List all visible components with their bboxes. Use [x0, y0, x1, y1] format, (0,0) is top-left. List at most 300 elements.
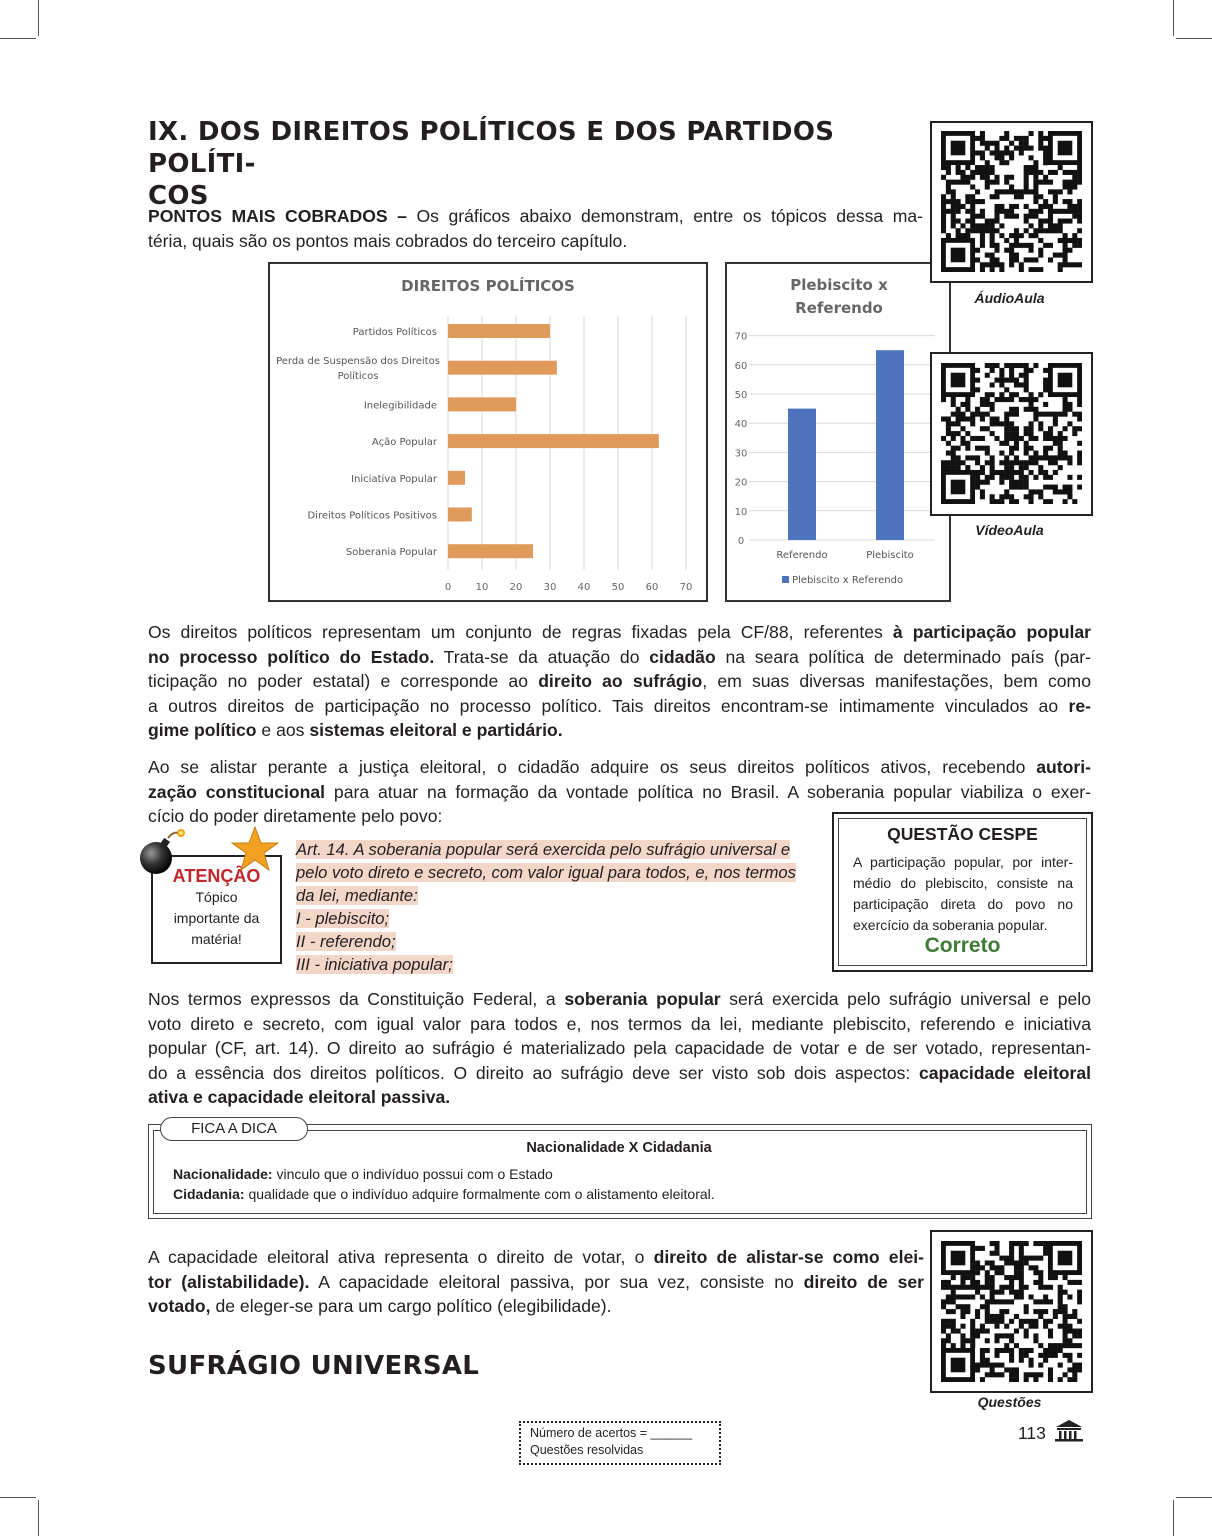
qr-module — [990, 194, 995, 199]
x-category-label: Plebiscito — [866, 550, 914, 561]
text-run-bold: direito de alistar-se como elei- — [653, 1247, 924, 1267]
qr-module — [994, 209, 999, 214]
qr-module — [975, 1314, 980, 1319]
qr-module — [999, 368, 1004, 373]
text-run-bold: tor (alistabilidade). — [148, 1271, 310, 1292]
qr-module — [946, 451, 951, 456]
cespe-title: QUESTÃO CESPE — [887, 824, 1038, 844]
qr-module — [960, 1304, 965, 1309]
qr-module — [975, 1329, 980, 1334]
qr-module — [1014, 1329, 1019, 1334]
qr-module — [999, 378, 1004, 383]
qr-module — [1043, 1324, 1048, 1329]
article-quote — [296, 838, 821, 976]
horizontal-bar-chart — [270, 264, 706, 600]
qr-module — [1019, 382, 1024, 387]
qr-module — [1004, 431, 1009, 436]
qr-module — [1014, 436, 1019, 441]
qr-module — [999, 451, 1004, 456]
qr-module — [1077, 1363, 1082, 1368]
qr-module — [994, 204, 999, 209]
qr-module — [951, 194, 956, 199]
qr-module — [1058, 1343, 1063, 1348]
qr-module — [1033, 451, 1038, 456]
qr-module — [1014, 480, 1019, 485]
qr-module — [951, 204, 956, 209]
qr-module — [951, 455, 956, 460]
qr-module — [999, 441, 1004, 446]
qr-module — [1077, 1290, 1082, 1295]
qr-module — [1058, 1377, 1063, 1382]
qr-module — [1048, 455, 1053, 460]
qr-module — [1019, 243, 1024, 248]
qr-module — [1033, 1377, 1038, 1382]
qr-module — [994, 189, 999, 194]
qr-module — [980, 233, 985, 238]
qr-module — [1024, 219, 1029, 224]
qr-module — [1043, 160, 1048, 165]
text-run: Nos termos expressos da Constituição Federal, a — [148, 989, 565, 1009]
qr-module — [1009, 1319, 1014, 1324]
qr-code-questions[interactable] — [930, 1230, 1093, 1393]
bar — [788, 409, 816, 540]
qr-module — [951, 180, 956, 185]
text-run-bold: sistemas eleitoral e partidário. — [309, 720, 563, 741]
attention-line: Tópico — [195, 889, 238, 905]
qr-module — [990, 170, 995, 175]
qr-module — [980, 1363, 985, 1368]
qr-module — [941, 223, 946, 228]
crop-mark — [0, 1497, 36, 1498]
qr-module — [1024, 397, 1029, 402]
qr-module — [980, 155, 985, 160]
bar — [448, 324, 550, 338]
qr-module — [1014, 470, 1019, 475]
qr-module — [999, 1348, 1004, 1353]
qr-module — [946, 1309, 951, 1314]
qr-module — [941, 228, 946, 233]
x-tick-label: 50 — [611, 582, 625, 593]
qr-module — [1072, 214, 1077, 219]
qr-module — [990, 1299, 995, 1304]
qr-module — [994, 1265, 999, 1270]
qr-module — [1029, 1372, 1034, 1377]
qr-module — [1029, 431, 1034, 436]
x-tick-label: 30 — [543, 582, 557, 593]
qr-module — [1009, 248, 1014, 253]
qr-module — [1038, 1343, 1043, 1348]
chart-plebiscito-referendo — [725, 262, 951, 602]
article-line: III - iniciativa popular; — [296, 955, 453, 974]
qr-module — [1048, 1372, 1053, 1377]
article-line: I - plebiscito; — [296, 909, 390, 928]
qr-module — [1072, 238, 1077, 243]
qr-module — [960, 1285, 965, 1290]
qr-module — [1029, 1319, 1034, 1324]
qr-module — [994, 363, 999, 368]
y-tick-label: 70 — [734, 331, 748, 343]
qr-module — [1043, 146, 1048, 151]
qr-module — [985, 165, 990, 170]
qr-module — [1063, 1353, 1068, 1358]
qr-module — [990, 460, 995, 465]
qr-module — [1038, 1256, 1043, 1261]
qr-module — [1033, 1338, 1038, 1343]
qr-module — [1029, 402, 1034, 407]
qr-module — [980, 465, 985, 470]
qr-module — [956, 199, 961, 204]
qr-module — [1048, 1285, 1053, 1290]
qr-module — [985, 373, 990, 378]
qr-module — [990, 243, 995, 248]
qr-module — [1058, 436, 1063, 441]
qr-module — [946, 1294, 951, 1299]
qr-module — [1043, 155, 1048, 160]
qr-module — [1024, 480, 1029, 485]
qr-module — [960, 175, 965, 180]
qr-module — [1024, 446, 1029, 451]
book-icon — [1053, 1418, 1085, 1444]
bar — [448, 397, 516, 411]
qr-module — [1009, 460, 1014, 465]
qr-code-video[interactable] — [930, 352, 1093, 516]
qr-module — [970, 1324, 975, 1329]
qr-module — [1077, 1294, 1082, 1299]
qr-module — [1029, 1348, 1034, 1353]
qr-module — [1024, 1377, 1029, 1382]
qr-module — [990, 267, 995, 272]
qr-module — [1038, 223, 1043, 228]
text-run-bold: cidadão — [649, 646, 716, 667]
qr-module — [941, 199, 946, 204]
qr-module — [1077, 1280, 1082, 1285]
qr-module — [1009, 262, 1014, 267]
qr-module — [965, 397, 970, 402]
paragraph-direitos-politicos — [148, 620, 1091, 743]
qr-module — [1058, 165, 1063, 170]
qr-module — [951, 1275, 956, 1280]
qr-module — [1009, 150, 1014, 155]
y-tick-label: 30 — [734, 448, 748, 460]
attention-title: ATENÇÃO — [172, 866, 261, 886]
qr-module — [1072, 1314, 1077, 1319]
qr-module — [946, 180, 951, 185]
bar — [876, 350, 904, 540]
qr-module — [1053, 455, 1058, 460]
qr-module — [965, 1285, 970, 1290]
qr-module — [1077, 460, 1082, 465]
qr-module — [1048, 1353, 1053, 1358]
qr-module — [1038, 494, 1043, 499]
qr-module — [999, 1299, 1004, 1304]
qr-module — [1038, 194, 1043, 199]
qr-module — [956, 180, 961, 185]
star-icon — [230, 826, 280, 872]
qr-module — [1004, 1348, 1009, 1353]
qr-code-icon — [941, 363, 1082, 504]
qr-module — [985, 363, 990, 368]
qr-module — [999, 150, 1004, 155]
qr-module — [960, 402, 965, 407]
qr-module — [1063, 1319, 1068, 1324]
qr-module — [1053, 412, 1058, 417]
qr-module — [999, 421, 1004, 426]
qr-module — [990, 238, 995, 243]
qr-module — [965, 199, 970, 204]
qr-module — [1053, 1275, 1058, 1280]
text-run-bold: votado, — [148, 1296, 211, 1317]
qr-module — [1043, 1241, 1048, 1246]
qr-module — [946, 209, 951, 214]
qr-module — [980, 1304, 985, 1309]
qr-module — [1038, 253, 1043, 258]
qr-module — [970, 223, 975, 228]
qr-module — [1053, 441, 1058, 446]
qr-module — [1029, 489, 1034, 494]
qr-module — [1009, 209, 1014, 214]
qr-module — [1019, 262, 1024, 267]
qr-module — [1009, 233, 1014, 238]
qr-module — [1048, 209, 1053, 214]
qr-module — [980, 214, 985, 219]
qr-module — [1019, 397, 1024, 402]
qr-module — [1024, 165, 1029, 170]
qr-module — [1067, 180, 1072, 185]
qr-module — [1058, 223, 1063, 228]
qr-module — [1072, 175, 1077, 180]
qr-module — [990, 1367, 995, 1372]
qr-module — [1058, 1285, 1063, 1290]
qr-module — [970, 1285, 975, 1290]
qr-module — [994, 155, 999, 160]
qr-module — [960, 460, 965, 465]
qr-module — [980, 223, 985, 228]
qr-module — [1019, 1285, 1024, 1290]
qr-module — [1063, 1314, 1068, 1319]
qr-module — [1077, 416, 1082, 421]
qr-code-audio[interactable] — [930, 121, 1093, 283]
qr-module — [1033, 1319, 1038, 1324]
qr-module — [1058, 1299, 1063, 1304]
qr-module — [985, 1314, 990, 1319]
qr-module — [994, 257, 999, 262]
qr-module — [1014, 1290, 1019, 1295]
qr-module — [1053, 470, 1058, 475]
qr-module — [1077, 1353, 1082, 1358]
qr-module — [1024, 1256, 1029, 1261]
qr-module — [1019, 1270, 1024, 1275]
qr-module — [994, 214, 999, 219]
paragraph-capacidade — [148, 1245, 924, 1319]
qr-module — [1038, 1372, 1043, 1377]
qr-module — [1077, 1343, 1082, 1348]
qr-module — [1029, 233, 1034, 238]
qr-module — [1009, 175, 1014, 180]
bomb-icon — [136, 826, 196, 876]
text-run: a outros direitos de participação no processo político. Tais direitos encontram-se intimamente vinculados ao — [148, 695, 1069, 716]
qr-module — [951, 451, 956, 456]
qr-module — [1063, 248, 1068, 253]
qr-module — [980, 243, 985, 248]
qr-finder — [951, 1358, 966, 1373]
qr-module — [1038, 421, 1043, 426]
paragraph-soberania — [148, 987, 1091, 1110]
qr-module — [1038, 228, 1043, 233]
qr-module — [1029, 248, 1034, 253]
qr-module — [946, 460, 951, 465]
qr-module — [970, 455, 975, 460]
qr-module — [990, 1372, 995, 1377]
qr-module — [999, 160, 1004, 165]
qr-module — [946, 189, 951, 194]
qr-module — [1043, 199, 1048, 204]
qr-module — [1004, 214, 1009, 219]
qr-module — [980, 416, 985, 421]
section-heading — [148, 116, 918, 212]
qr-module — [990, 1241, 995, 1246]
qr-module — [1038, 267, 1043, 272]
qr-module — [941, 175, 946, 180]
qr-module — [990, 262, 995, 267]
qr-module — [1009, 1241, 1014, 1246]
qr-module — [1009, 499, 1014, 504]
qr-module — [1029, 155, 1034, 160]
qr-module — [975, 475, 980, 480]
qr-module — [1038, 238, 1043, 243]
qr-module — [1033, 160, 1038, 165]
qr-module — [980, 209, 985, 214]
qr-module — [1063, 184, 1068, 189]
qr-module — [1009, 363, 1014, 368]
qr-module — [1038, 1270, 1043, 1275]
qr-module — [1014, 1260, 1019, 1265]
qr-module — [1014, 146, 1019, 151]
qr-module — [1043, 1319, 1048, 1324]
qr-module — [1043, 228, 1048, 233]
qr-module — [1077, 1299, 1082, 1304]
qr-module — [1019, 1294, 1024, 1299]
cespe-question-box — [832, 812, 1093, 972]
qr-module — [990, 402, 995, 407]
qr-module — [1063, 1333, 1068, 1338]
qr-module — [1004, 1343, 1009, 1348]
qr-module — [1048, 499, 1053, 504]
qr-module — [1033, 1256, 1038, 1261]
qr-module — [1058, 253, 1063, 258]
qr-module — [975, 407, 980, 412]
qr-module — [1072, 180, 1077, 185]
qr-module — [956, 455, 961, 460]
qr-module — [975, 228, 980, 233]
qr-module — [970, 421, 975, 426]
qr-module — [994, 470, 999, 475]
qr-module — [1019, 1319, 1024, 1324]
qr-module — [980, 494, 985, 499]
y-tick-label: 20 — [734, 477, 748, 489]
y-category-label: Partidos Políticos — [352, 327, 437, 338]
qr-module — [1058, 451, 1063, 456]
qr-module — [1004, 146, 1009, 151]
qr-module — [999, 397, 1004, 402]
qr-module — [999, 480, 1004, 485]
qr-module — [1014, 136, 1019, 141]
qr-module — [980, 489, 985, 494]
qr-module — [960, 1275, 965, 1280]
qr-module — [1009, 470, 1014, 475]
qr-module — [1029, 209, 1034, 214]
qr-module — [1048, 426, 1053, 431]
qr-module — [956, 416, 961, 421]
qr-module — [1024, 170, 1029, 175]
qr-module — [990, 180, 995, 185]
qr-module — [1029, 243, 1034, 248]
y-category-label: Perda de Suspensão dos Direitos — [276, 356, 440, 368]
qr-module — [1072, 1343, 1077, 1348]
qr-module — [1043, 136, 1048, 141]
y-category-label: Inelegibilidade — [363, 400, 437, 412]
qr-module — [1048, 475, 1053, 480]
qr-module — [951, 1329, 956, 1334]
intro-text-line-2: téria, quais são os pontos mais cobrados do terceiro capítulo. — [148, 230, 628, 251]
qr-module — [956, 233, 961, 238]
qr-module — [1029, 267, 1034, 272]
qr-module — [990, 219, 995, 224]
qr-module — [980, 1285, 985, 1290]
qr-module — [1004, 416, 1009, 421]
qr-module — [1067, 1353, 1072, 1358]
qr-module — [1048, 1377, 1053, 1382]
qr-module — [1043, 175, 1048, 180]
qr-module — [980, 150, 985, 155]
qr-module — [985, 397, 990, 402]
text-run-bold: zação constitucional — [148, 781, 326, 802]
qr-module — [994, 243, 999, 248]
qr-module — [1033, 460, 1038, 465]
counter-line: Questões resolvidas — [530, 1443, 644, 1457]
qr-module — [1063, 1329, 1068, 1334]
qr-module — [1053, 170, 1058, 175]
qr-module — [1009, 368, 1014, 373]
qr-module — [994, 397, 999, 402]
qr-module — [975, 248, 980, 253]
qr-module — [1024, 1353, 1029, 1358]
qr-module — [1029, 460, 1034, 465]
x-tick-label: 40 — [577, 582, 591, 593]
qr-module — [1019, 1256, 1024, 1261]
qr-module — [1009, 494, 1014, 499]
qr-module — [1072, 243, 1077, 248]
qr-module — [1077, 441, 1082, 446]
text-run: de eleger-se para um cargo político (elegibilidade). — [210, 1296, 612, 1317]
qr-module — [1072, 1377, 1077, 1382]
qr-module — [1033, 1333, 1038, 1338]
qr-module — [951, 189, 956, 194]
text-run-bold: soberania popular — [564, 989, 721, 1009]
qr-module — [985, 1358, 990, 1363]
qr-module — [1067, 494, 1072, 499]
qr-module — [980, 1358, 985, 1363]
qr-module — [1009, 141, 1014, 146]
x-category-label: Referendo — [776, 550, 828, 561]
qr-module — [1014, 460, 1019, 465]
qr-module — [951, 446, 956, 451]
qr-module — [1043, 387, 1048, 392]
qr-module — [1004, 175, 1009, 180]
qr-module — [999, 223, 1004, 228]
qr-module — [999, 136, 1004, 141]
qr-module — [1019, 1280, 1024, 1285]
qr-module — [1024, 426, 1029, 431]
